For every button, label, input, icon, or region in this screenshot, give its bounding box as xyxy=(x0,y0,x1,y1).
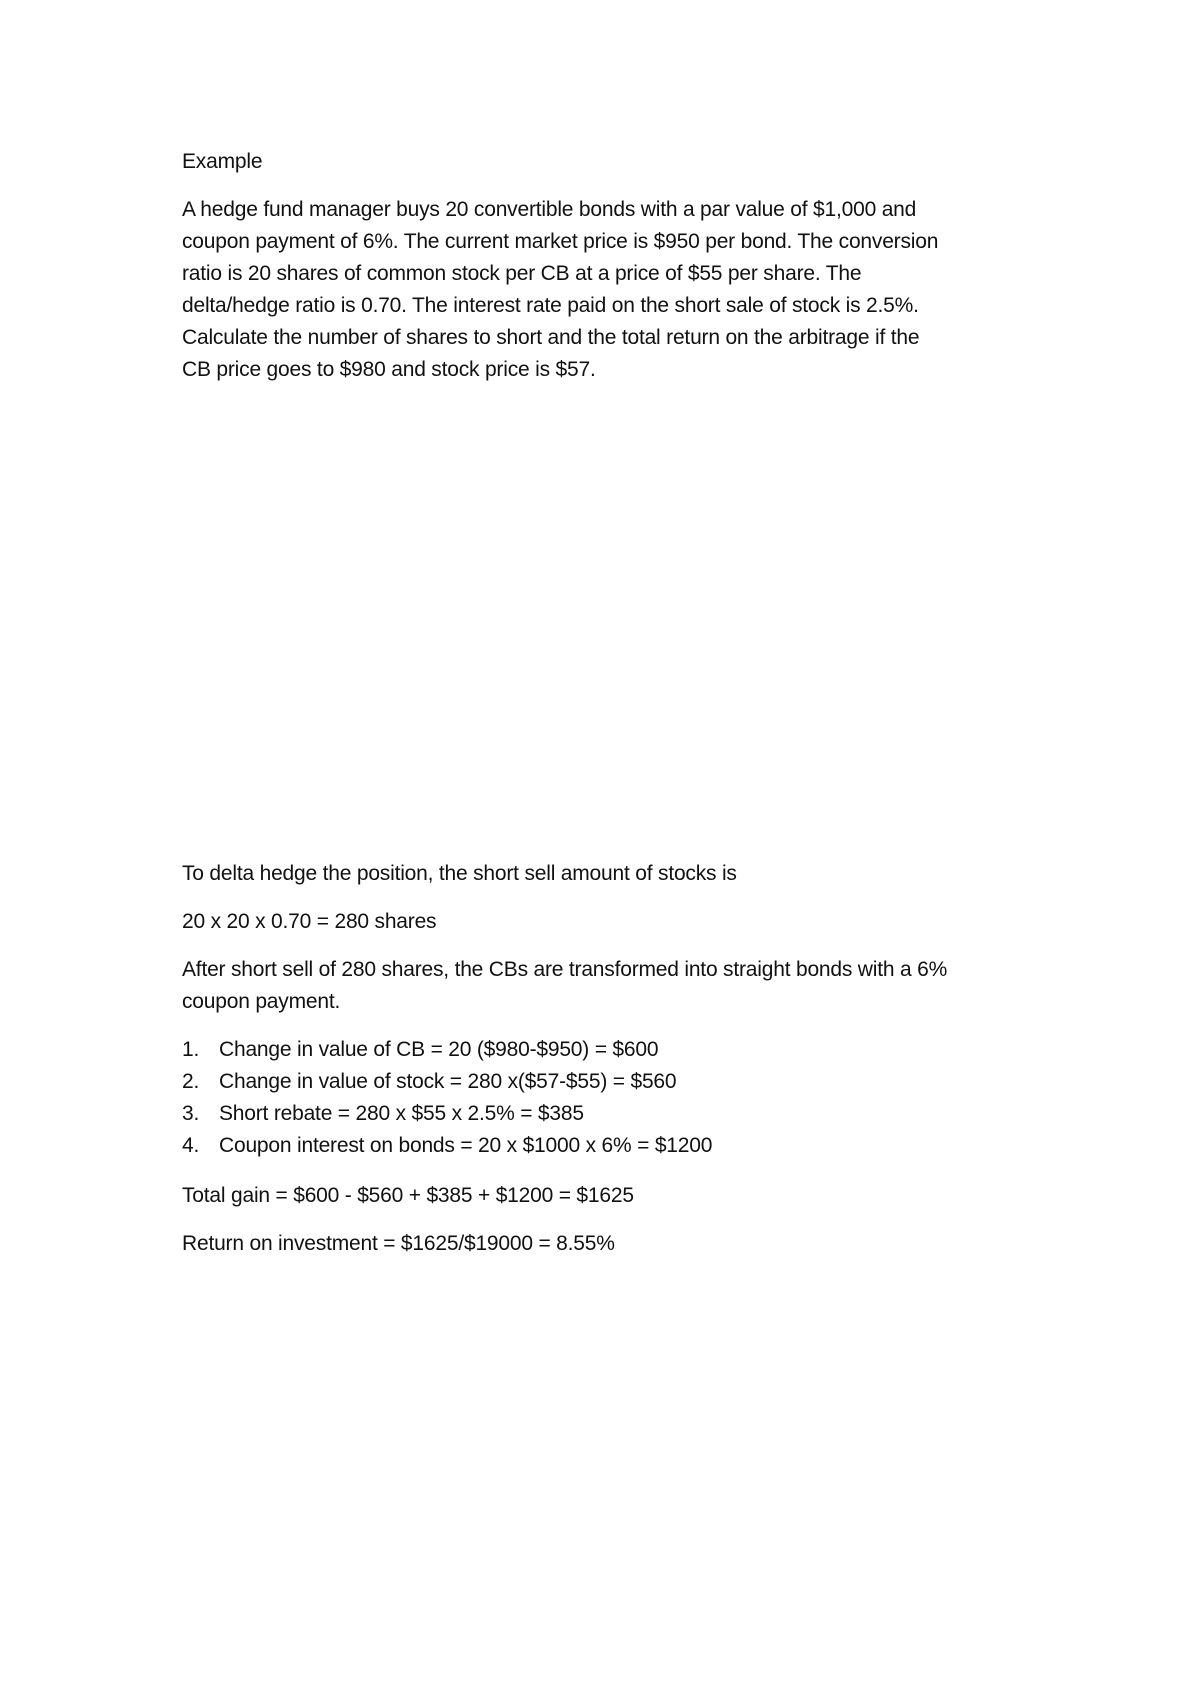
problem-line: A hedge fund manager buys 20 convertible bonds with a par value of $1,000 and xyxy=(182,198,917,221)
step-number: 1. xyxy=(182,1038,200,1061)
step-text: Change in value of CB = 20 ($980-$950) = $600 xyxy=(219,1038,659,1061)
step-text: Change in value of stock = 280 x($57-$55) = $560 xyxy=(219,1070,677,1093)
hedge-calculation xyxy=(182,906,1042,938)
problem-line: ratio is 20 shares of common stock per CB at a price of $55 per share. The xyxy=(182,262,862,285)
hedge-intro xyxy=(182,858,1042,890)
transform-paragraph xyxy=(182,954,1042,1018)
example-heading xyxy=(182,146,1042,178)
list-item xyxy=(182,1130,1042,1162)
calculation-steps-list xyxy=(182,1034,1042,1162)
total-gain-text: Total gain = $600 - $560 + $385 + $1200 = $1625 xyxy=(182,1184,634,1207)
transform-line: After short sell of 280 shares, the CBs are transformed into straight bonds with a 6% xyxy=(182,958,948,981)
return-on-investment xyxy=(182,1228,1042,1260)
step-text: Coupon interest on bonds = 20 x $1000 x 6% = $1200 xyxy=(219,1134,713,1157)
step-text: Short rebate = 280 x $55 x 2.5% = $385 xyxy=(219,1102,584,1125)
return-on-investment-text: Return on investment = $1625/$19000 = 8.55% xyxy=(182,1232,615,1255)
problem-line: delta/hedge ratio is 0.70. The interest rate paid on the short sale of stock is 2.5%. xyxy=(182,294,919,317)
problem-statement xyxy=(182,194,1042,386)
list-item xyxy=(182,1066,1042,1098)
hedge-calculation-text: 20 x 20 x 0.70 = 280 shares xyxy=(182,910,437,933)
hedge-intro-text: To delta hedge the position, the short sell amount of stocks is xyxy=(182,862,737,885)
step-number: 4. xyxy=(182,1134,200,1157)
problem-line: CB price goes to $980 and stock price is $57. xyxy=(182,358,596,381)
list-item xyxy=(182,1098,1042,1130)
problem-line: Calculate the number of shares to short and the total return on the arbitrage if the xyxy=(182,326,920,349)
transform-line: coupon payment. xyxy=(182,990,341,1013)
step-number: 2. xyxy=(182,1070,200,1093)
problem-line: coupon payment of 6%. The current market price is $950 per bond. The conversion xyxy=(182,230,939,253)
step-number: 3. xyxy=(182,1102,200,1125)
total-gain xyxy=(182,1180,1042,1212)
heading-text: Example xyxy=(182,150,263,173)
list-item xyxy=(182,1034,1042,1066)
